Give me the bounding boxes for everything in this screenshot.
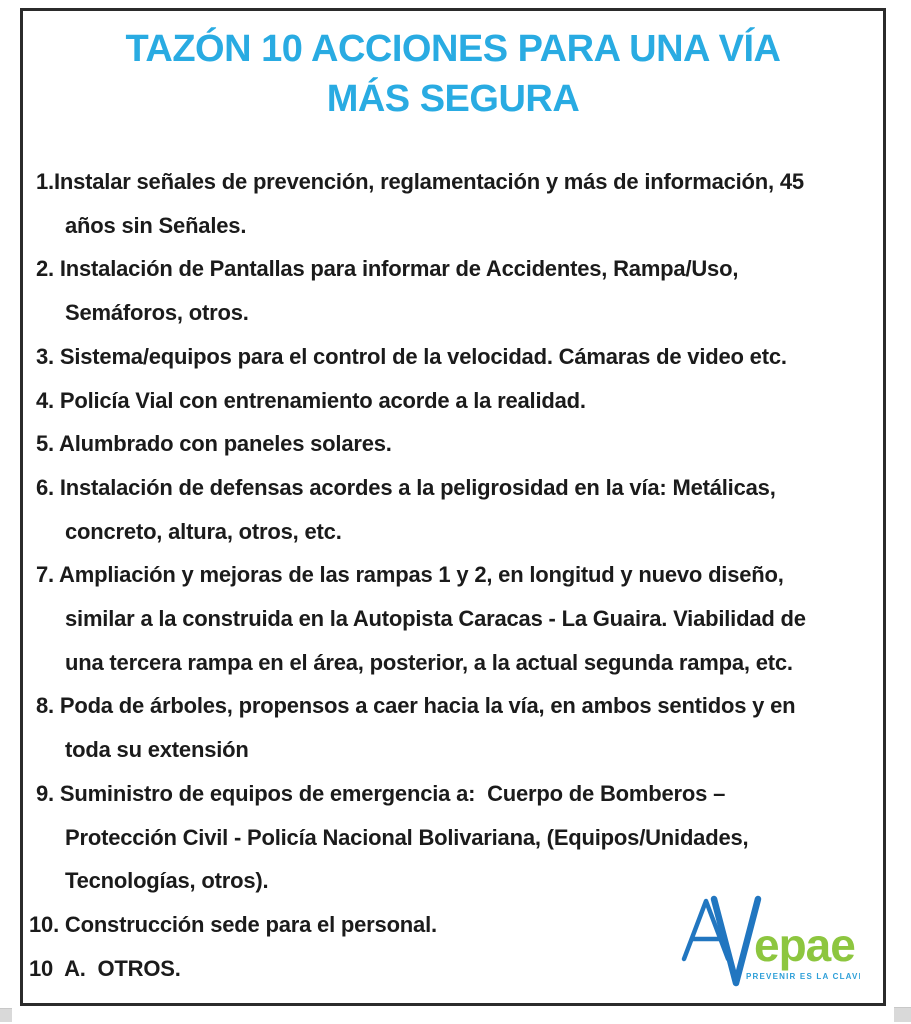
list-item-line: Semáforos, otros. [65,300,249,326]
list-item-line: 2. Instalación de Pantallas para informar de Accidentes, Rampa/Uso, [36,256,739,282]
list-item-4 [36,379,877,423]
list-item-5 [36,422,877,466]
list-item-6 [36,466,877,553]
page-title-line1: TAZÓN 10 ACCIONES PARA UNA VÍA [125,28,781,70]
avepae-logo [680,895,860,987]
list-item-3 [36,335,877,379]
list-item-line: 5. Alumbrado con paneles solares. [36,431,392,457]
list-item-line: Tecnologías, otros). [65,868,269,894]
scrollbar-fragment-right [894,1007,911,1022]
actions-list [29,160,877,990]
list-item-line: 7. Ampliación y mejoras de las rampas 1 y 2, en longitud y nuevo diseño, [36,562,784,588]
list-item-line: 1.Instalar señales de prevención, reglamentación y más de información, 45 [36,169,804,194]
avepae-logo-graphic [680,895,860,987]
page-title-line2: MÁS SEGURA [326,78,580,120]
scrollbar-fragment-left [0,1008,12,1022]
list-item-line: 4. Policía Vial con entrenamiento acorde a la realidad. [36,387,586,413]
list-item-line: 3. Sistema/equipos para el control de la velocidad. Cámaras de video etc. [36,343,787,369]
logo-tagline: PREVENIR ES LA CLAVE [746,972,860,981]
logo-wordmark: epae [754,919,855,971]
list-item-7 [36,553,877,684]
list-item-8 [36,684,877,771]
list-item-line: 10 A. OTROS. [29,955,181,981]
list-item-line: 9. Suministro de equipos de emergencia a: Cuerpo de Bomberos – [36,780,726,806]
list-item-line: similar a la construida en la Autopista Caracas - La Guaira. Viabilidad de [65,606,806,632]
content-frame [20,8,886,1006]
list-item-line: concreto, altura, otros, etc. [65,518,342,544]
list-item-line: años sin Señales. [65,212,247,238]
list-item-line: una tercera rampa en el área, posterior, a la actual segunda rampa, etc. [65,649,793,675]
page-title [23,24,883,124]
list-item-line: 6. Instalación de defensas acordes a la peligrosidad en la vía: Metálicas, [36,474,776,500]
list-item-line: 8. Poda de árboles, propensos a caer hacia la vía, en ambos sentidos y en [36,693,796,719]
list-item-9 [36,772,877,903]
list-item-2 [36,247,877,334]
list-item-line: Protección Civil - Policía Nacional Bolivariana, (Equipos/Unidades, [65,824,749,850]
list-item-line: toda su extensión [65,737,249,763]
list-item-1 [36,160,877,247]
list-item-line: 10. Construcción sede para el personal. [29,911,437,937]
